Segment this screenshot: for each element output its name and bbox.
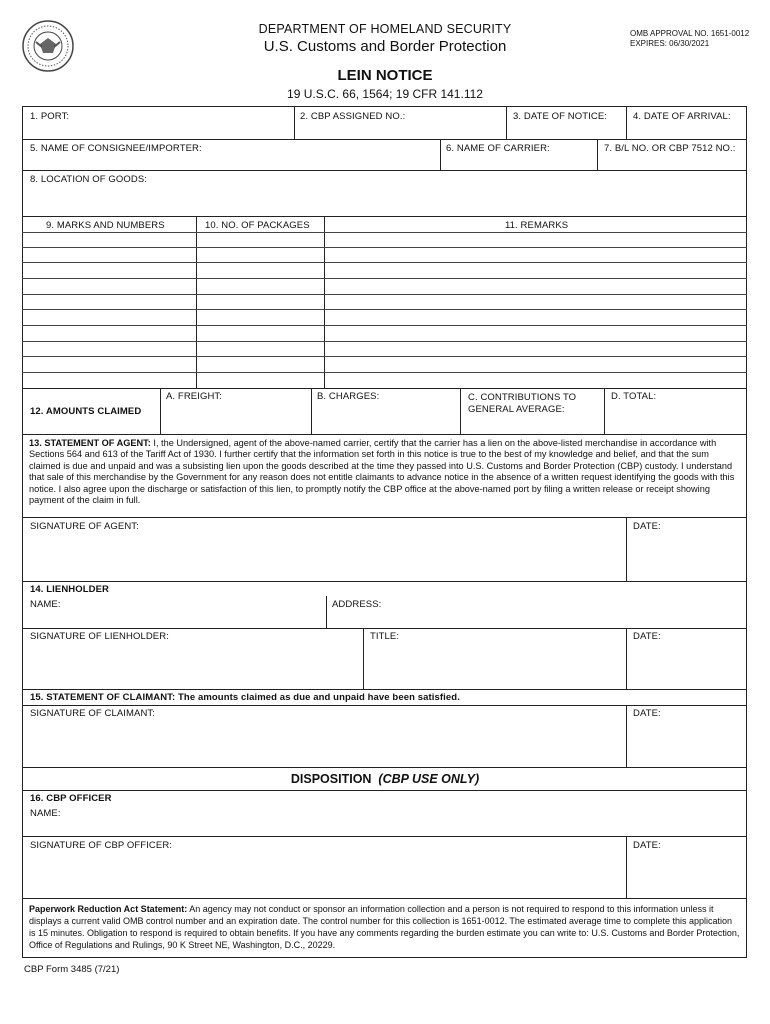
form-frame [22, 106, 747, 958]
agency-name: U.S. Customs and Border Protection [263, 38, 507, 55]
goods-row[interactable] [22, 341, 747, 342]
disposition-label: DISPOSITION [290, 772, 372, 786]
form-citation: 19 U.S.C. 66, 1564; 19 CFR 141.112 [287, 87, 483, 101]
freight-field[interactable]: A. FREIGHT: [166, 391, 222, 402]
location-of-goods-field[interactable]: 8. LOCATION OF GOODS: [30, 174, 147, 185]
total-field[interactable]: D. TOTAL: [611, 391, 657, 402]
statement-of-claimant [30, 692, 460, 703]
disposition-note: (CBP USE ONLY) [378, 772, 480, 786]
marks-numbers-header: 9. MARKS AND NUMBERS [46, 220, 165, 231]
goods-row[interactable] [22, 232, 747, 233]
omb-number: OMB APPROVAL NO. 1651-0012 [630, 29, 750, 38]
cbp-officer-heading: 16. CBP OFFICER [30, 793, 112, 804]
omb-expires: EXPIRES: 06/30/2021 [630, 39, 710, 48]
goods-row[interactable] [22, 247, 747, 248]
goods-row[interactable] [22, 356, 747, 357]
disposition-heading [0, 772, 770, 786]
agent-date-field[interactable]: DATE: [633, 521, 661, 532]
contributions-field[interactable]: C. CONTRIBUTIONS TO [468, 392, 577, 403]
lienholder-signature-field[interactable]: SIGNATURE OF LIENHOLDER: [30, 631, 169, 642]
consignee-field[interactable]: 5. NAME OF CONSIGNEE/IMPORTER: [30, 143, 202, 154]
statement-of-agent-heading: 13. STATEMENT OF AGENT: [29, 438, 151, 448]
lienholder-title-field[interactable]: TITLE: [370, 631, 400, 642]
date-of-notice-field[interactable]: 3. DATE OF NOTICE: [513, 111, 607, 122]
omb-approval [630, 29, 749, 49]
claimant-heading: 15. STATEMENT OF CLAIMANT: [30, 692, 176, 703]
goods-row[interactable] [22, 278, 747, 279]
paperwork-text: An agency may not conduct or sponsor an information collection and a person is not required to respond to this information unless it displays a current valid OMB control number and an expiration date. The control number for this collection is 1651-0012. The estimated average time to complete this application is 15 minutes. Obligation to respond is required to obtain benefits. If you have any comments regarding the burden estimate you can write to: U.S. Customs and Border Protection, Office of Regulations and Rulings, 90 K Street NE, Washington, D.C., 20229. [29, 904, 740, 950]
paperwork-heading: Paperwork Reduction Act Statement: [29, 904, 188, 914]
lienholder-address-field[interactable]: ADDRESS: [332, 599, 382, 610]
bl-number-field[interactable]: 7. B/L NO. OR CBP 7512 NO.: [604, 143, 736, 154]
cbp-officer-date-field[interactable]: DATE: [633, 840, 661, 851]
goods-row[interactable] [22, 325, 747, 326]
claimant-signature-field[interactable]: SIGNATURE OF CLAIMANT: [30, 708, 156, 719]
amounts-claimed-label: 12. AMOUNTS CLAIMED [30, 406, 142, 417]
lienholder-name-field[interactable]: NAME: [30, 599, 61, 610]
date-of-arrival-field[interactable]: 4. DATE OF ARRIVAL: [633, 111, 731, 122]
cbp-officer-name-field[interactable]: NAME: [30, 808, 61, 819]
claimant-text: The amounts claimed as due and unpaid have been satisfied. [178, 692, 460, 703]
lienholder-date-field[interactable]: DATE: [633, 631, 661, 642]
cbp-assigned-field[interactable]: 2. CBP ASSIGNED NO.: [300, 111, 406, 122]
claimant-date-field[interactable]: DATE: [633, 708, 661, 719]
remarks-header: 11. REMARKS [505, 220, 569, 231]
agent-signature-field[interactable]: SIGNATURE OF AGENT: [30, 521, 139, 532]
carrier-field[interactable]: 6. NAME OF CARRIER: [446, 143, 550, 154]
goods-row[interactable] [22, 372, 747, 373]
statement-of-agent [29, 438, 741, 506]
department-name: DEPARTMENT OF HOMELAND SECURITY [258, 22, 512, 36]
goods-row[interactable] [22, 309, 747, 310]
charges-field[interactable]: B. CHARGES: [317, 391, 380, 402]
port-field[interactable]: 1. PORT: [30, 111, 70, 122]
cbp-officer-signature-field[interactable]: SIGNATURE OF CBP OFFICER: [30, 840, 173, 851]
contributions-field-line2: GENERAL AVERAGE: [468, 404, 565, 415]
goods-row[interactable] [22, 262, 747, 263]
form-number: CBP Form 3485 (7/21) [24, 964, 120, 975]
goods-row[interactable] [22, 294, 747, 295]
form-title: LEIN NOTICE [337, 67, 433, 84]
statement-of-agent-text: I, the Undersigned, agent of the above-named carrier, certify that the carrier has a lien on the above-listed merchandise in accordance with Sections 564 and 613 of the Tariff Act of 1930. I further certify that the information set forth in this notice is true to the best of my knowledge and belief, and that the sum claimed is due and unpaid and was a subsisting lien upon the goods described at the time they passed into U.S. Customs and Border Protection (CBP) custody. I understand that sale of this merchandise by the Government for any reason does not entitle claimants to advance notice in the absence of a written request identifying the goods with this notice. I also agree upon the discharge or satisfaction of this lien, to promptly notify the CBP office at the above-named port by filing a written release or receipt showing payment of the claim in full. [29, 438, 735, 506]
paperwork-reduction-statement [29, 903, 741, 951]
lienholder-heading: 14. LIENHOLDER [30, 584, 109, 595]
packages-header: 10. NO. OF PACKAGES [205, 220, 310, 231]
